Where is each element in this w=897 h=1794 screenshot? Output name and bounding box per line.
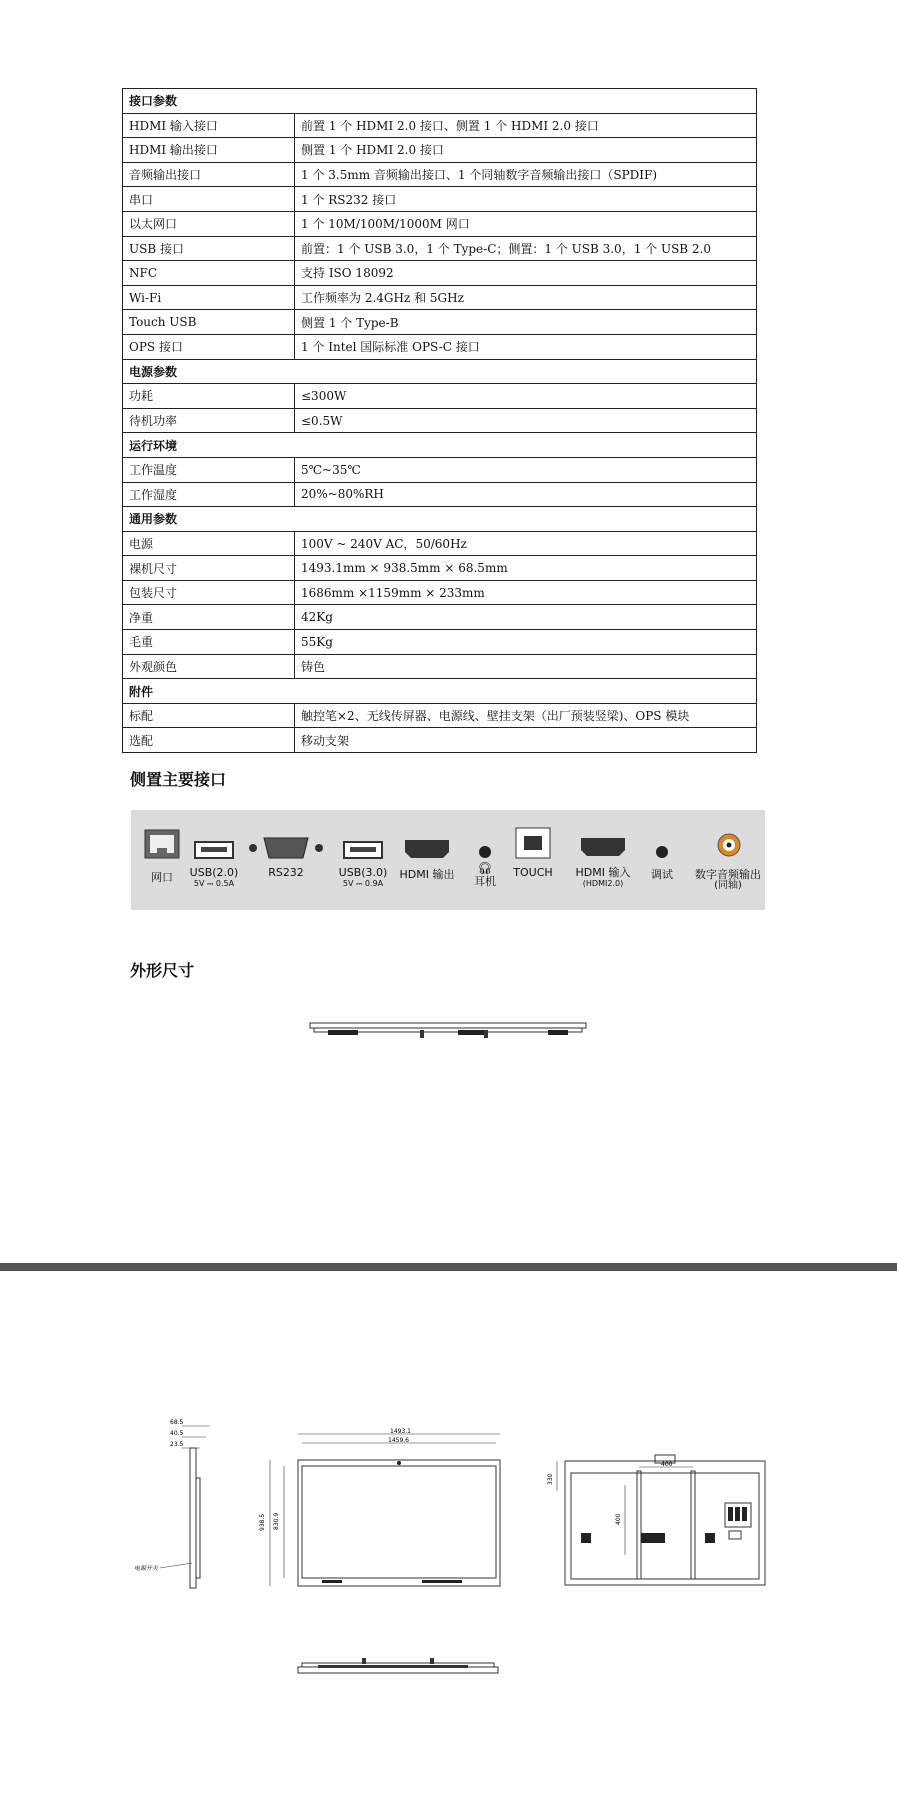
spec-key: 工作湿度 [123,482,295,507]
dimensions-heading: 外形尺寸 [130,961,195,980]
spec-value: 工作频率为 2.4GHz 和 5GHz [295,285,757,310]
rs232-port-icon [249,838,323,858]
port-label-usb3: USB(3.0) 5V ⎓ 0.9A [338,866,388,888]
spec-key: NFC [123,261,295,286]
spec-key: HDMI 输入接口 [123,113,295,138]
spec-key: 工作温度 [123,457,295,482]
spec-value: 1 个 RS232 接口 [295,187,757,212]
spec-key: 电源 [123,531,295,556]
svg-text:830.9: 830.9 [273,1512,280,1530]
section-header-row [123,433,757,458]
spec-value: 前置 1 个 HDMI 2.0 接口、侧置 1 个 HDMI 2.0 接口 [295,113,757,138]
front-view-drawing [259,1426,502,1591]
top-view-drawing [308,1020,588,1044]
port-label-hdmi-out: HDMI 输出 [399,868,455,881]
svg-text:938.5: 938.5 [259,1513,266,1531]
port-label-usb2: USB(2.0) 5V ⎓ 0.5A [189,866,239,888]
spec-value: 1686mm ×1159mm × 233mm [295,580,757,605]
section-title: 附件 [123,679,757,704]
ports-illustration [131,810,765,910]
svg-text:电源开关: 电源开关 [134,1565,159,1572]
debug-port-icon [656,846,668,858]
svg-text:40.5: 40.5 [170,1430,184,1437]
svg-text:23.5: 23.5 [170,1441,184,1448]
spec-value: 1 个 Intel 国际标准 OPS-C 接口 [295,334,757,359]
svg-text:68.5: 68.5 [170,1419,184,1426]
section-header-row [123,359,757,384]
spec-row [123,728,757,753]
side-ports-panel [131,810,765,910]
spec-value: ≤0.5W [295,408,757,433]
svg-text:330: 330 [547,1473,554,1485]
section-title: 通用参数 [123,507,757,532]
port-label-rs232: RS232 [268,866,304,879]
spec-value: 1 个 10M/100M/1000M 网口 [295,211,757,236]
spec-value: 前置：1 个 USB 3.0，1 个 Type-C；侧置：1 个 USB 3.0，1 个 USB 2.0 [295,236,757,261]
back-view-drawing [545,1455,770,1590]
port-label-hdmi-in: HDMI 输入 (HDMI2.0) [575,866,631,888]
spec-row [123,310,757,335]
spec-key: 毛重 [123,630,295,655]
spec-row [123,162,757,187]
ethernet-port-icon [145,830,179,858]
spec-row [123,654,757,679]
spec-key: 功耗 [123,384,295,409]
spec-value: 5℃~35℃ [295,457,757,482]
usb3-port-icon [344,842,382,858]
spec-row [123,580,757,605]
spec-row [123,384,757,409]
spec-row [123,457,757,482]
bottom-view-drawing [296,1655,501,1677]
spec-row [123,630,757,655]
spec-value: 42Kg [295,605,757,630]
spec-row [123,211,757,236]
side-view-drawing [130,1418,210,1593]
spec-row [123,187,757,212]
spec-value: 20%~80%RH [295,482,757,507]
spec-value: 支持 ISO 18092 [295,261,757,286]
coaxial-port-icon [718,834,740,856]
spec-row [123,236,757,261]
spec-row [123,556,757,581]
section-title: 接口参数 [123,89,757,114]
spec-key: 待机功率 [123,408,295,433]
section-title: 运行环境 [123,433,757,458]
spec-value: 侧置 1 个 HDMI 2.0 接口 [295,138,757,163]
spec-key: 音频输出接口 [123,162,295,187]
section-title: 电源参数 [123,359,757,384]
spec-key: OPS 接口 [123,334,295,359]
spec-value: ≤300W [295,384,757,409]
spec-key: 包装尺寸 [123,580,295,605]
spec-key: 串口 [123,187,295,212]
spec-row [123,605,757,630]
spec-value: 侧置 1 个 Type-B [295,310,757,335]
page-divider [0,1263,897,1271]
usb2-port-icon [195,842,233,858]
spec-row [123,261,757,286]
svg-text:400: 400 [661,1461,673,1468]
spec-row [123,113,757,138]
port-label-debug: 调试 [651,868,673,881]
section-header-row [123,679,757,704]
spec-value: 触控笔×2、无线传屏器、电源线、壁挂支架（出厂预装竖梁)、OPS 模块 [295,703,757,728]
svg-text:1493.1: 1493.1 [390,1428,411,1435]
spec-key: 选配 [123,728,295,753]
spec-key: USB 接口 [123,236,295,261]
spec-row [123,334,757,359]
spec-row [123,138,757,163]
spec-key: HDMI 输出接口 [123,138,295,163]
spec-key: Wi-Fi [123,285,295,310]
svg-text:1459.6: 1459.6 [388,1437,409,1444]
hdmi-out-port-icon [405,840,449,858]
port-label-ethernet: 网口 [151,871,173,884]
spec-row [123,285,757,310]
spec-row [123,482,757,507]
spec-row [123,703,757,728]
spec-key: 外观颜色 [123,654,295,679]
section-header-row [123,89,757,114]
spec-value: 1 个 3.5mm 音频输出接口、1 个同轴数字音频输出接口（SPDIF) [295,162,757,187]
spec-value: 移动支架 [295,728,757,753]
spec-value: 1493.1mm × 938.5mm × 68.5mm [295,556,757,581]
headphone-port-icon [479,846,491,858]
section-header-row [123,507,757,532]
touch-port-icon [516,828,550,858]
spec-key: Touch USB [123,310,295,335]
spec-key: 裸机尺寸 [123,556,295,581]
spec-value: 100V ~ 240V AC，50/60Hz [295,531,757,556]
port-label-touch: TOUCH [513,866,553,879]
port-label-headphone: 🎧︎ 耳机 [474,861,496,888]
spec-table [122,88,757,753]
spec-value: 55Kg [295,630,757,655]
spec-key: 标配 [123,703,295,728]
port-label-coaxial: 数字音频输出 (同轴) [695,868,761,891]
ports-heading: 侧置主要接口 [130,770,227,789]
hdmi-in-port-icon [581,838,625,856]
spec-key: 净重 [123,605,295,630]
spec-key: 以太网口 [123,211,295,236]
spec-value: 铸色 [295,654,757,679]
spec-row [123,531,757,556]
svg-text:400: 400 [615,1513,622,1525]
spec-row [123,408,757,433]
